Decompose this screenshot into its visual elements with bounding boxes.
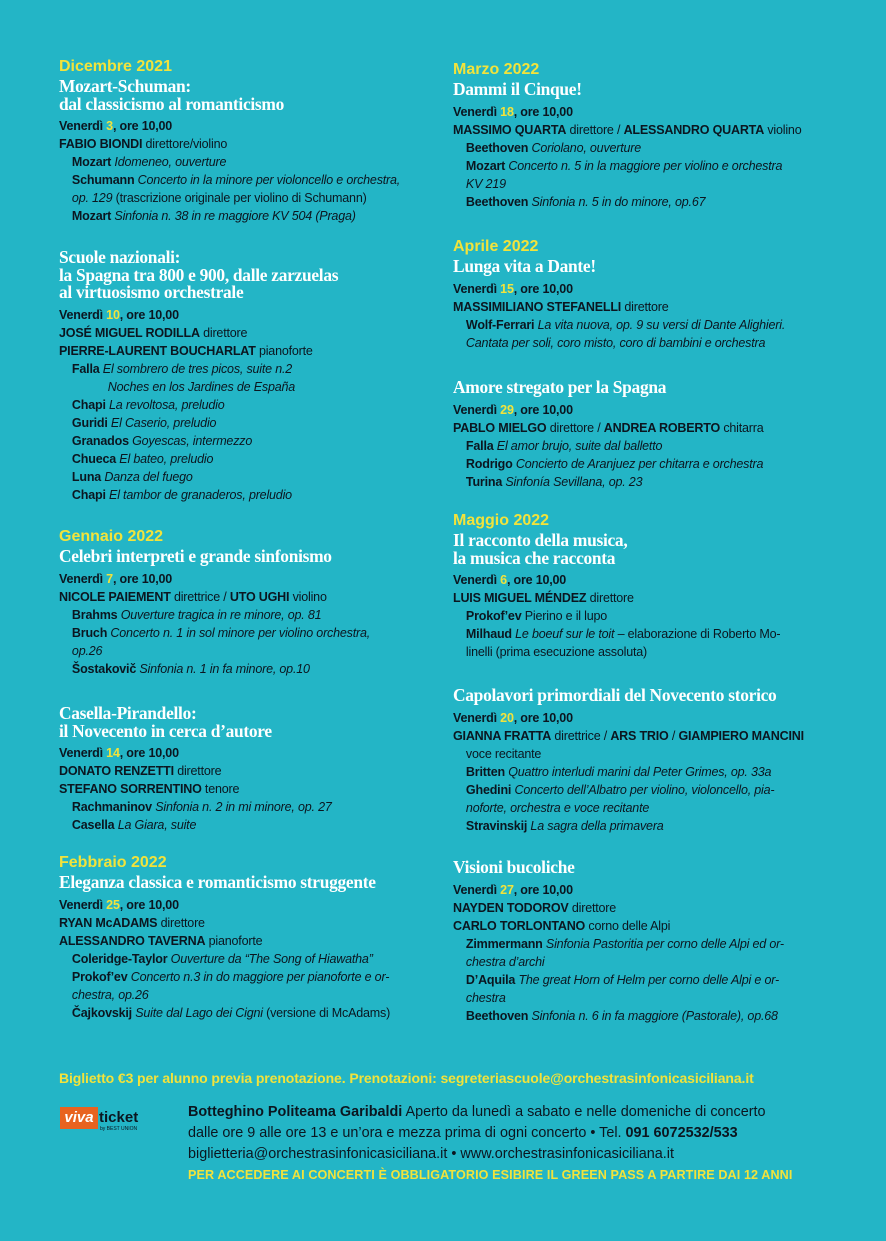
plain-text: violino (764, 122, 802, 137)
bold-text: PIERRE-LAURENT BOUCHARLAT (59, 343, 256, 358)
concert-section (59, 57, 439, 225)
concert-title-line: Lunga vita a Dante! (453, 256, 596, 276)
italic-text: Sinfonia n. 38 in re maggiore KV 504 (Praga) (111, 209, 356, 223)
italic-text: Sinfonía Sevillana, op. 23 (502, 474, 643, 489)
concert-title-line: Celebri interpreti e grande sinfonismo (59, 546, 332, 566)
bold-text: Zimmermann (465, 936, 543, 951)
plain-text: voce recitante (465, 746, 542, 761)
concert-title-line: al virtuosismo orchestrale (59, 282, 244, 302)
month-heading: Gennaio 2022 (59, 528, 164, 545)
concert-title (453, 258, 833, 276)
italic-text: KV 219 (465, 176, 506, 191)
performer-line (453, 121, 831, 139)
plain-text: tenore (201, 782, 240, 796)
italic-text: Ouverture da “The Song of Hiawatha” (167, 951, 373, 966)
bold-text: MASSIMO QUARTA (453, 122, 567, 137)
bold-text: Čajkovskij (71, 1005, 132, 1020)
concert-title-line: Mozart-Schuman: (59, 76, 191, 96)
bold-text: Beethoven (465, 194, 529, 209)
date-time: , ore 10,00 (513, 710, 573, 725)
program-line-cont (453, 175, 831, 193)
date-weekday: Venerdì (59, 119, 103, 133)
plain-text: / (668, 728, 679, 743)
bold-text: LUIS MIGUEL MÉNDEZ (453, 591, 587, 605)
concert-section (453, 237, 833, 352)
box-office-info (188, 1102, 828, 1186)
month-heading: Aprile 2022 (453, 238, 539, 255)
program-line (59, 450, 437, 468)
bold-text: GIAMPIERO MANCINI (678, 728, 804, 743)
program-line (59, 432, 437, 450)
concert-date (453, 709, 831, 727)
date-weekday: Venerdì (453, 281, 497, 296)
box-office-name: Botteghino Politeama Garibaldi (188, 1104, 403, 1120)
italic-text: La Giara, suite (114, 818, 197, 832)
performer-line (59, 780, 437, 798)
concert-date (453, 571, 831, 589)
bold-text: ALESSANDRO TAVERNA (59, 933, 206, 948)
performer-line (453, 899, 831, 917)
concert-section (453, 377, 833, 491)
date-time: , ore 10,00 (119, 746, 179, 760)
performer-line (59, 324, 437, 342)
plain-text: pianoforte (205, 933, 263, 948)
plain-text: Pierino e il lupo (521, 609, 608, 623)
program-line-cont (453, 953, 831, 971)
concert-title (453, 859, 833, 877)
date-time: , ore 10,00 (112, 119, 173, 133)
concert-section (59, 703, 439, 834)
italic-text: Concerto n.3 in do maggiore per pianoforte e or- (127, 969, 390, 984)
plain-text: pianoforte (255, 343, 313, 358)
program-line-cont (453, 745, 831, 763)
program-line-cont (453, 643, 831, 661)
italic-text: Sinfonia n. 6 in fa maggiore (Pastorale), op.68 (528, 1008, 778, 1023)
italic-text: Idomeneo, ouverture (111, 155, 227, 169)
concert-section (59, 527, 439, 678)
date-time: , ore 10,00 (119, 897, 179, 912)
bold-text: Luna (71, 469, 102, 484)
concert-title-line: Amore stregato per la Spagna (453, 377, 667, 397)
program-line (59, 816, 437, 834)
bold-text: Milhaud (465, 627, 512, 641)
program-line (453, 763, 831, 781)
bold-text: Chapi (71, 487, 106, 502)
concert-date (453, 881, 831, 899)
plain-text: linelli (prima esecuzione assoluta) (465, 645, 648, 659)
bold-text: ARS TRIO (610, 728, 669, 743)
performer-line (59, 762, 437, 780)
italic-text: El bateo, preludio (116, 451, 214, 466)
plain-text: violino (289, 589, 327, 604)
concert-date (453, 280, 831, 298)
bold-text: Prokof’ev (465, 609, 522, 623)
concert-title-line: Il racconto della musica, (453, 530, 628, 550)
date-day: 29 (500, 402, 514, 417)
concert-section (453, 857, 833, 1025)
date-weekday: Venerdì (453, 573, 497, 587)
italic-text: Goyescas, intermezzo (128, 433, 253, 448)
bold-text: NAYDEN TODOROV (453, 900, 569, 915)
concert-title-line: Scuole nazionali: (59, 247, 181, 267)
italic-text: The great Horn of Helm per corno delle Alpi e or- (515, 972, 779, 987)
program-line (453, 1007, 831, 1025)
performer-line (59, 342, 437, 360)
program-line (59, 360, 437, 378)
bold-text: Beethoven (465, 1008, 529, 1023)
program-line (453, 935, 831, 953)
plain-text: – elaborazione di Roberto Mo- (614, 627, 781, 641)
italic-text: Noches en los Jardines de España (107, 379, 296, 394)
concert-date (453, 103, 831, 121)
program-line (453, 193, 831, 211)
performer-line (453, 419, 831, 437)
program-line (59, 968, 437, 986)
italic-text: Sinfonia n. 2 in mi minore, op. 27 (151, 800, 332, 814)
italic-text: El tambor de granaderos, preludio (105, 487, 292, 502)
italic-text: Ouverture tragica in re minore, op. 81 (117, 607, 322, 622)
date-day: 14 (106, 746, 120, 760)
program-line (59, 624, 437, 642)
concert-date (59, 306, 437, 324)
concert-title (453, 379, 833, 397)
program-line (453, 455, 831, 473)
bold-text: Bruch (71, 625, 108, 640)
italic-text: chestra, op.26 (71, 987, 149, 1002)
program-line (59, 171, 437, 189)
bold-text: Mozart (71, 209, 112, 223)
date-time: , ore 10,00 (513, 402, 573, 417)
performer-line (453, 298, 831, 316)
italic-text: op. 129 (71, 191, 113, 205)
date-weekday: Venerdì (59, 571, 103, 586)
italic-text: El Caserio, preludio (107, 415, 217, 430)
program-line (59, 660, 437, 678)
box-office-hours-2: dalle ore 9 alle ore 13 e un’ora e mezza prima di ogni concerto • Tel. (188, 1125, 626, 1141)
bold-text: Šostakovič (71, 661, 137, 676)
italic-text: Concerto n. 1 in sol minore per violino orchestra, (107, 625, 371, 640)
italic-text: Coriolano, ouverture (528, 140, 642, 155)
month-heading: Febbraio 2022 (59, 854, 167, 871)
bold-text: Falla (71, 361, 100, 376)
concert-date (59, 896, 437, 914)
program-line (453, 817, 831, 835)
bold-text: GIANNA FRATTA (453, 728, 552, 743)
program-line (59, 486, 437, 504)
italic-text: Sinfonia Pastoritia per corno delle Alpi ed or- (542, 936, 784, 951)
program-line (59, 950, 437, 968)
performer-line (453, 727, 831, 745)
bold-text: FABIO BIONDI (59, 137, 143, 151)
program-line (59, 468, 437, 486)
program-line (453, 971, 831, 989)
italic-text: Danza del fuego (101, 469, 193, 484)
concert-section (453, 685, 833, 835)
program-line (453, 139, 831, 157)
italic-text: noforte, orchestra e voce recitante (465, 800, 650, 815)
date-weekday: Venerdì (59, 746, 103, 760)
bold-text: Wolf-Ferrari (465, 317, 535, 332)
italic-text: Quattro interludi marini dal Peter Grimes, op. 33a (504, 764, 772, 779)
program-line-cont (59, 986, 437, 1004)
date-day: 3 (106, 119, 113, 133)
italic-text: Cantata per soli, coro misto, coro di bambini e orchestra (465, 335, 766, 350)
italic-text: Le boeuf sur le toit (511, 627, 615, 641)
concert-section (453, 60, 833, 211)
bold-text: STEFANO SORRENTINO (59, 782, 202, 796)
plain-text: corno delle Alpi (585, 918, 671, 933)
program-line-cont (59, 642, 437, 660)
plain-text: direttore (568, 900, 617, 915)
ticket-info: Biglietto €3 per alunno previa prenotazione. Prenotazioni: segreteriascuole@orchestrasinfonicasiciliana.it (59, 1070, 754, 1086)
concert-title-line: Visioni bucoliche (453, 857, 575, 877)
concert-section (59, 247, 439, 504)
concert-title-line: Casella-Pirandello: (59, 703, 197, 723)
plain-text: direttore (157, 915, 205, 930)
bold-text: D’Aquila (465, 972, 516, 987)
date-day: 10 (106, 307, 120, 322)
plain-text: direttrice / (551, 728, 611, 743)
bold-text: Ghedini (465, 782, 512, 797)
performer-line (453, 917, 831, 935)
program-line (59, 396, 437, 414)
green-pass-notice: PER ACCEDERE AI CONCERTI È OBBLIGATORIO ESIBIRE IL GREEN PASS A PARTIRE DAI 12 ANNI (188, 1168, 793, 1182)
performer-line (453, 589, 831, 607)
plain-text: direttore / (546, 420, 604, 435)
program-line (453, 316, 831, 334)
bold-text: Chueca (71, 451, 117, 466)
italic-text: chestra (465, 990, 506, 1005)
bold-text: Rachmaninov (71, 800, 152, 814)
date-weekday: Venerdì (453, 104, 497, 119)
bold-text: RYAN McADAMS (59, 915, 158, 930)
bold-text: DONATO RENZETTI (59, 764, 174, 778)
italic-text: op.26 (71, 643, 103, 658)
plain-text: direttore / (566, 122, 624, 137)
date-day: 27 (500, 882, 514, 897)
vivaticket-logo (60, 1107, 148, 1131)
program-line (453, 781, 831, 799)
plain-text: direttore (586, 591, 634, 605)
bold-text: Falla (465, 438, 494, 453)
program-line (59, 606, 437, 624)
italic-text: El amor brujo, suite dal balletto (493, 438, 663, 453)
program-line (59, 153, 437, 171)
program-line (453, 157, 831, 175)
italic-text: Sinfonia n. 1 in fa minore, op.10 (136, 661, 310, 676)
bold-text: CARLO TORLONTANO (453, 918, 586, 933)
logo-ticket: ticket (99, 1109, 139, 1126)
italic-text: Suite dal Lago dei Cigni (131, 1005, 263, 1020)
date-weekday: Venerdì (59, 307, 103, 322)
program-line (59, 207, 437, 225)
program-line-cont (59, 189, 437, 207)
date-time: , ore 10,00 (513, 104, 573, 119)
concert-title-line: il Novecento in cerca d’autore (59, 720, 272, 741)
bold-text: Coleridge-Taylor (71, 951, 168, 966)
plain-text: direttore/violino (142, 137, 228, 151)
date-day: 20 (500, 710, 514, 725)
program-line (453, 437, 831, 455)
bold-text: Mozart (71, 155, 112, 169)
performer-line (59, 932, 437, 950)
logo-sub: by BEST UNION (100, 1126, 138, 1132)
concert-title-line: dal classicismo al romanticismo (59, 93, 285, 114)
date-time: , ore 10,00 (112, 571, 173, 586)
program-line (59, 798, 437, 816)
plain-text: chitarra (720, 420, 764, 435)
program-line (59, 1004, 437, 1022)
concert-title-line: Dammi il Cinque! (453, 79, 582, 99)
italic-text: La vita nuova, op. 9 su versi di Dante Alighieri. (534, 317, 786, 332)
bold-text: Stravinskij (465, 818, 528, 833)
date-time: , ore 10,00 (119, 307, 179, 322)
bold-text: ALESSANDRO QUARTA (623, 122, 765, 137)
concert-title (59, 78, 439, 113)
concert-title (453, 532, 833, 567)
date-weekday: Venerdì (59, 897, 103, 912)
bold-text: Mozart (465, 158, 506, 173)
italic-text: La sagra della primavera (527, 818, 664, 833)
italic-text: La revoltosa, preludio (105, 397, 225, 412)
plain-text: (versione di McAdams) (262, 1005, 391, 1020)
concert-date (453, 401, 831, 419)
italic-text: Concierto de Aranjuez per chitarra e orchestra (512, 456, 764, 471)
italic-text: Concerto in la minore per violoncello e orchestra, (134, 173, 401, 187)
concert-title (59, 548, 439, 566)
concert-section (59, 853, 439, 1022)
bold-text: JOSÉ MIGUEL RODILLA (59, 325, 200, 340)
bold-text: UTO UGHI (229, 589, 290, 604)
bold-text: Britten (465, 764, 505, 779)
date-weekday: Venerdì (453, 882, 497, 897)
program-line (453, 625, 831, 643)
concert-date (59, 570, 437, 588)
concert-title (453, 81, 833, 99)
bold-text: Turina (465, 474, 503, 489)
concert-date (59, 117, 437, 135)
bold-text: Brahms (71, 607, 118, 622)
box-office-contacts: biglietteria@orchestrasinfonicasiciliana.it • www.orchestrasinfonicasiciliana.it (188, 1146, 674, 1162)
concert-date (59, 744, 437, 762)
month-heading: Dicembre 2021 (59, 58, 172, 75)
bold-text: NICOLE PAIEMENT (59, 589, 171, 604)
date-time: , ore 10,00 (513, 281, 573, 296)
italic-text: chestra d’archi (465, 954, 545, 969)
plain-text: (trascrizione originale per violino di Schumann) (112, 191, 367, 205)
month-heading: Maggio 2022 (453, 512, 550, 529)
program-line (453, 473, 831, 491)
program-line (59, 414, 437, 432)
concert-title-line: la Spagna tra 800 e 900, dalle zarzuelas (59, 264, 339, 285)
italic-text: Concerto dell’Albatro per violino, violoncello, pia- (511, 782, 775, 797)
date-day: 7 (106, 571, 113, 586)
program-line-cont (453, 989, 831, 1007)
bold-text: Chapi (71, 397, 106, 412)
italic-text: Sinfonia n. 5 in do minore, op.67 (528, 194, 706, 209)
concert-title (59, 705, 439, 740)
bold-text: Casella (71, 818, 115, 832)
logo-viva: viva (60, 1107, 98, 1129)
concert-title-line: la musica che racconta (453, 547, 616, 568)
program-line (453, 607, 831, 625)
concert-title-line: Capolavori primordiali del Novecento storico (453, 685, 777, 705)
box-office-hours: Aperto da lunedì a sabato e nelle domeniche di concerto (402, 1104, 766, 1120)
bold-text: Beethoven (465, 140, 529, 155)
bold-text: Guridi (71, 415, 108, 430)
date-weekday: Venerdì (453, 402, 497, 417)
date-day: 18 (500, 104, 514, 119)
performer-line (59, 588, 437, 606)
bold-text: PABLO MIELGO (453, 420, 547, 435)
bold-text: Rodrigo (465, 456, 513, 471)
bold-text: MASSIMILIANO STEFANELLI (453, 299, 622, 314)
performer-line (59, 914, 437, 932)
box-office-phone: 091 6072532/533 (625, 1125, 738, 1141)
concert-title (59, 249, 439, 302)
program-line-cont (59, 378, 437, 396)
italic-text: Concerto n. 5 in la maggiore per violino e orchestra (505, 158, 783, 173)
plain-text: direttore (199, 325, 248, 340)
month-heading: Marzo 2022 (453, 61, 540, 78)
date-day: 6 (500, 573, 507, 587)
date-day: 25 (106, 897, 120, 912)
concert-title-line: Eleganza classica e romanticismo struggente (59, 872, 376, 892)
date-weekday: Venerdì (453, 710, 497, 725)
date-time: , ore 10,00 (506, 573, 567, 587)
concert-section (453, 511, 833, 661)
concert-title (59, 874, 439, 892)
performer-line (59, 135, 437, 153)
program-line-cont (453, 334, 831, 352)
bold-text: Granados (71, 433, 129, 448)
bold-text: Prokof’ev (71, 969, 128, 984)
plain-text: direttrice / (170, 589, 230, 604)
date-time: , ore 10,00 (513, 882, 573, 897)
program-line-cont (453, 799, 831, 817)
plain-text: direttore (621, 299, 669, 314)
date-day: 15 (500, 281, 514, 296)
concert-title (453, 687, 833, 705)
bold-text: Schumann (71, 173, 135, 187)
bold-text: ANDREA ROBERTO (603, 420, 721, 435)
plain-text: direttore (173, 764, 222, 778)
italic-text: El sombrero de tres picos, suite n.2 (99, 361, 293, 376)
